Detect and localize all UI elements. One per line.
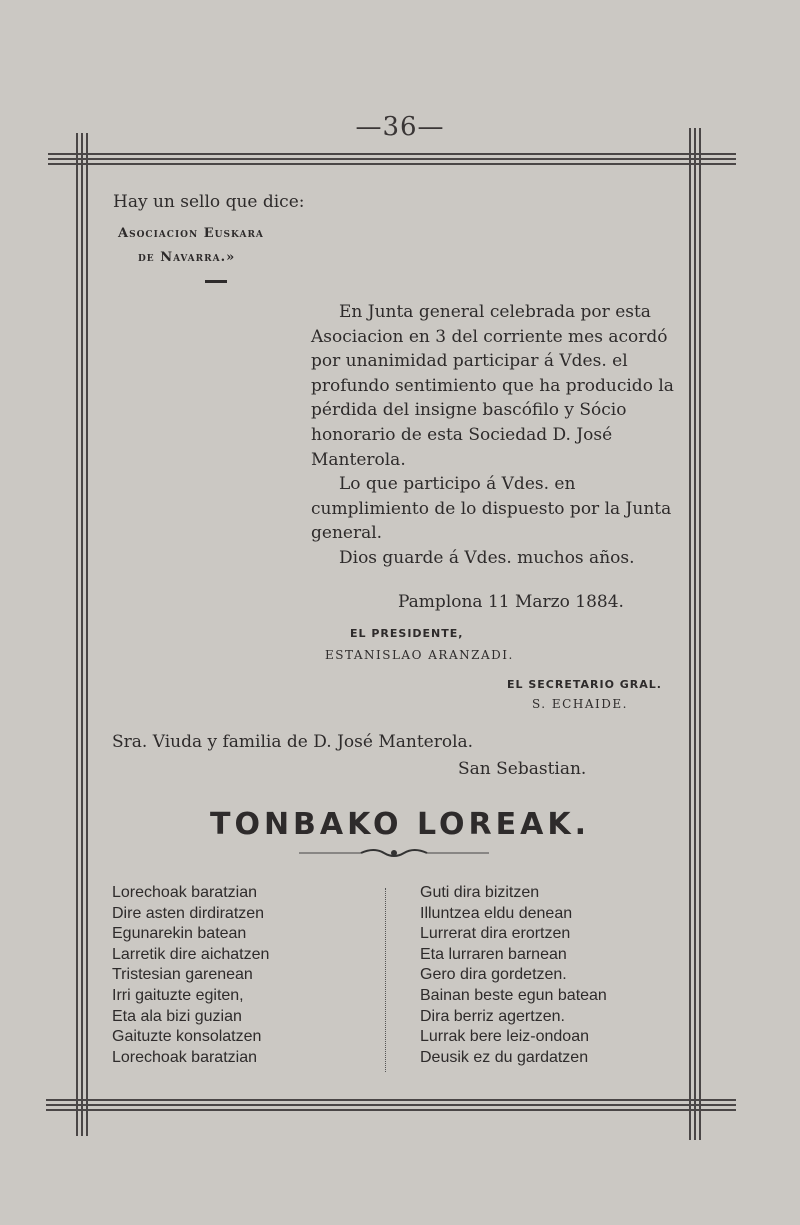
secretary-name: S. ECHAIDE. — [532, 697, 628, 711]
letter-body — [311, 300, 687, 571]
poem-line: Gaituzte konsolatzen — [112, 1028, 262, 1046]
letter-paragraph: En Junta general celebrada por esta Asociacion en 3 del corriente mes acordó por unanimidad participar á Vdes. el profundo sentimiento que ha producido la pérdida del insigne bascófilo y Sócio honorario de esta Sociedad D. José Manterola. — [311, 302, 674, 470]
poem-line: Eta ala bizi guzian — [112, 1007, 242, 1025]
poem-line: Egunarekin batean — [112, 925, 247, 943]
stamp-intro: Hay un sello que dice: — [113, 192, 305, 212]
president-name: ESTANISLAO ARANZADI. — [325, 648, 514, 662]
poem-line: Eta lurraren barnean — [420, 945, 567, 963]
secretary-title: EL SECRETARIO GRAL. — [507, 678, 662, 691]
poem-column-left — [112, 883, 269, 1068]
poem-line: Illuntzea eldu denean — [420, 904, 573, 922]
place-date: Pamplona 11 Marzo 1884. — [398, 592, 624, 612]
poem-line: Lurrerat dira erortzen — [420, 925, 571, 943]
poem-line: Lorechoak baratzian — [112, 1048, 257, 1066]
ornament-divider — [299, 845, 489, 861]
page-number: —36— — [355, 112, 445, 142]
poem-line: Lurrak bere leiz-ondoan — [420, 1028, 589, 1046]
poem-title: TONBAKO LOREAK. — [209, 807, 590, 842]
letter-paragraph: Dios guarde á Vdes. muchos años. — [339, 547, 635, 568]
recipient-line: Sra. Viuda y familia de D. José Manterola. — [112, 732, 474, 752]
stamp-line-2: de Navarra.» — [138, 250, 236, 265]
president-title: EL PRESIDENTE, — [350, 627, 464, 640]
recipient-city: San Sebastian. — [458, 759, 587, 779]
poem-line: Lorechoak baratzian — [112, 884, 257, 901]
poem-column-right — [420, 883, 607, 1068]
poem-line: Tristesian garenean — [112, 966, 253, 984]
poem-line: Dira berriz agertzen. — [420, 1007, 565, 1025]
poem-line: Dire asten dirdiratzen — [112, 904, 265, 922]
poem-line: Gero dira gordetzen. — [420, 966, 567, 984]
separator-dash — [205, 280, 227, 283]
poem-line: Irri gaituzte egiten, — [112, 986, 244, 1004]
poem-line: Guti dira bizitzen — [420, 884, 540, 901]
stamp-line-1: Asociacion Euskara — [118, 226, 264, 241]
poem-column-separator — [385, 888, 386, 1072]
poem-line: Deusik ez du gardatzen — [420, 1048, 589, 1066]
letter-paragraph: Lo que participo á Vdes. en cumplimiento de lo dispuesto por la Junta general. — [311, 474, 672, 544]
poem-line: Bainan beste egun batean — [420, 986, 607, 1004]
poem-line: Larretik dire aichatzen — [112, 945, 270, 963]
